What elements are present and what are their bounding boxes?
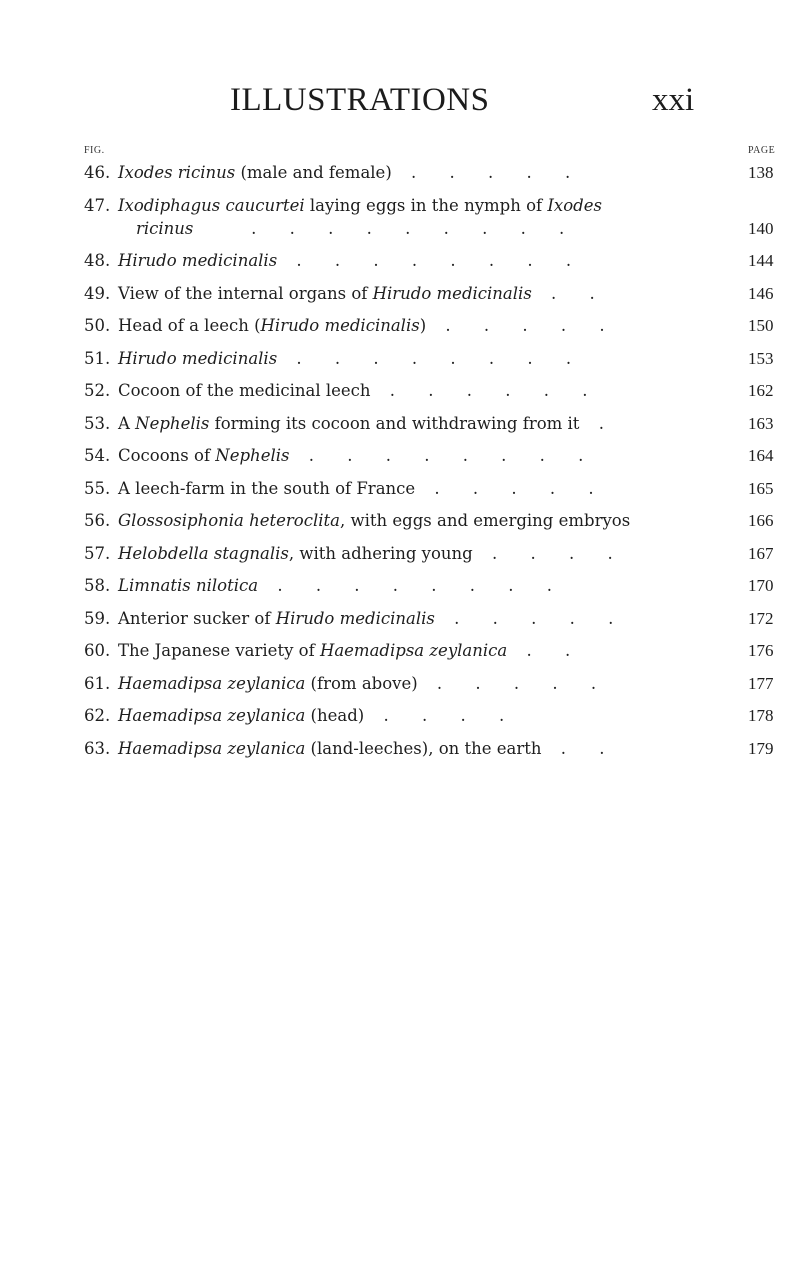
- entry-title-italic: Limnatis nilotica: [118, 576, 259, 595]
- entry-title-text: View of the internal organs of: [118, 283, 373, 303]
- page-ref: 176: [748, 641, 774, 660]
- list-item: [0, 607, 800, 630]
- list-item: [0, 282, 800, 305]
- entry-title-text: Cocoons of: [118, 446, 216, 465]
- entry-title: [118, 672, 678, 695]
- entry-title-italic: Helobdella stagnalis: [118, 543, 289, 563]
- entry-title-text: A: [118, 413, 136, 433]
- entry-title-italic: Glossosiphonia heteroclita: [118, 511, 340, 530]
- entry-title-italic: Ixodes: [547, 195, 602, 215]
- figure-number: 50.: [84, 316, 111, 335]
- entry-title-italic: Hirudo medicinalis: [118, 348, 278, 368]
- leader-dots: . . . . . .: [370, 381, 602, 400]
- entry-title-text: Anterior sucker of: [118, 608, 276, 628]
- page-title: ILLUSTRATIONS: [230, 82, 490, 118]
- list-item: [0, 412, 800, 435]
- leader-dots: . . . . . . . .: [289, 446, 598, 465]
- figure-number: 60.: [84, 641, 111, 660]
- figure-number: 58.: [84, 576, 111, 595]
- page-ref: 150: [748, 316, 774, 335]
- figure-number: 51.: [84, 348, 111, 368]
- page-number: xxi: [652, 82, 695, 118]
- figure-number: 56.: [84, 511, 111, 530]
- figure-number: 55.: [84, 478, 111, 498]
- entry-title-text: ): [419, 316, 427, 335]
- entry-title-text: (land-leeches), on the earth: [305, 738, 542, 758]
- leader-dots: . . . . .: [391, 163, 585, 182]
- list-item: [0, 444, 800, 467]
- list-item: [0, 672, 800, 695]
- leader-dots: . .: [507, 641, 585, 660]
- entry-title-italic: Hirudo medicinalis: [372, 283, 532, 303]
- leader-dots: . .: [531, 283, 609, 303]
- entry-title-italic: Hirudo medicinalis: [260, 316, 420, 335]
- leader-dots: . . . . . . . .: [277, 251, 586, 270]
- leader-dots: .: [579, 413, 618, 433]
- fig-column-label: FIG.: [84, 145, 105, 156]
- entry-title: [118, 737, 678, 760]
- figure-number: 54.: [84, 446, 111, 465]
- page-ref: 166: [748, 511, 774, 530]
- leader-dots: . . . . .: [426, 316, 619, 335]
- entry-title: [118, 639, 678, 662]
- entry-title: [118, 607, 678, 630]
- page-ref: 164: [748, 446, 774, 465]
- entry-title-text: A leech-farm in the south of France: [118, 478, 416, 498]
- page-ref: 167: [748, 543, 774, 563]
- page-ref: 170: [748, 576, 774, 595]
- entry-title-text: forming its cocoon and withdrawing from it: [209, 413, 580, 433]
- figure-number: 49.: [84, 283, 111, 303]
- entry-title: [118, 542, 678, 565]
- entry-title-text: (male and female): [235, 163, 392, 182]
- entry-title-italic: Hirudo medicinalis: [118, 251, 278, 270]
- entry-title: [118, 379, 678, 402]
- leader-dots: . . . . . . . .: [277, 348, 586, 368]
- page-ref: 177: [748, 673, 774, 693]
- list-item: [0, 249, 800, 272]
- entry-title: [118, 704, 678, 727]
- list-item: [0, 574, 800, 597]
- list-item: [0, 314, 800, 337]
- entry-title-italic: ricinus: [136, 218, 194, 238]
- figure-number: 53.: [84, 413, 111, 433]
- list-item: [0, 509, 800, 532]
- figure-number: 52.: [84, 381, 111, 400]
- page-ref: 138: [748, 163, 774, 182]
- page-ref: 140: [748, 218, 774, 238]
- entry-title: [118, 347, 678, 370]
- page-ref: 144: [748, 251, 774, 270]
- list-item: [0, 194, 800, 240]
- entry-title-italic: Haemadipsa zeylanica: [118, 706, 306, 725]
- leader-dots: . . . . .: [415, 478, 608, 498]
- leader-dots: . . . . . . . .: [258, 576, 566, 595]
- entry-title-italic: Haemadipsa zeylanica: [319, 641, 508, 660]
- figure-number: 48.: [84, 251, 111, 270]
- illustrations-list: [0, 161, 800, 769]
- figure-number: 46.: [84, 163, 111, 182]
- leader-dots: . . . . . . . . .: [193, 218, 579, 238]
- entry-title-italic: Hirudo medicinalis: [275, 608, 435, 628]
- figure-number: 62.: [84, 706, 111, 725]
- entry-title-text: , with eggs and emerging embryos: [340, 511, 631, 530]
- page-header: [0, 82, 800, 126]
- entry-title: [118, 444, 678, 467]
- entry-title-italic: Nephelis: [215, 446, 290, 465]
- list-item: [0, 542, 800, 565]
- page-column-label: PAGE: [748, 145, 776, 156]
- list-item: [0, 347, 800, 370]
- leader-dots: . .: [541, 738, 619, 758]
- entry-title: [118, 477, 678, 500]
- entry-title-text: The Japanese variety of: [118, 641, 320, 660]
- figure-number: 61.: [84, 673, 111, 693]
- entry-title-italic: Ixodes ricinus: [118, 163, 236, 182]
- page-ref: 163: [748, 413, 774, 433]
- entry-title: [118, 314, 678, 337]
- page-ref: 146: [748, 283, 774, 303]
- entry-title-continuation: [118, 217, 678, 240]
- list-item: [0, 639, 800, 662]
- page-ref: 179: [748, 738, 774, 758]
- entry-title-italic: Nephelis: [135, 413, 210, 433]
- page-ref: 165: [748, 478, 774, 498]
- entry-title-text: , with adhering young: [288, 543, 473, 563]
- leader-dots: . . . .: [472, 543, 627, 563]
- entry-title-italic: Ixodiphagus caucurtei: [118, 195, 305, 215]
- entry-title-text: (from above): [305, 673, 418, 693]
- entry-title: [118, 574, 678, 597]
- leader-dots: . . . .: [364, 706, 519, 725]
- entry-title-italic: Haemadipsa zeylanica: [118, 738, 306, 758]
- figure-number: 59.: [84, 608, 111, 628]
- entry-title: [118, 509, 678, 532]
- list-item: [0, 704, 800, 727]
- figure-number: 47.: [84, 195, 111, 215]
- entry-title: [118, 161, 678, 184]
- figure-number: 63.: [84, 738, 111, 758]
- leader-dots: . . . . .: [434, 608, 628, 628]
- entry-title-text: (head): [305, 706, 365, 725]
- list-item: [0, 477, 800, 500]
- page-ref: 178: [748, 706, 774, 725]
- entry-title: [118, 412, 678, 435]
- page-ref: 153: [748, 348, 774, 368]
- entry-title-text: laying eggs in the nymph of: [304, 195, 548, 215]
- entry-title: [118, 249, 678, 272]
- entry-title-italic: Haemadipsa zeylanica: [118, 673, 306, 693]
- page-ref: 172: [748, 608, 774, 628]
- page-ref: 162: [748, 381, 774, 400]
- list-item: [0, 161, 800, 184]
- entry-title: [118, 282, 678, 305]
- list-item: [0, 737, 800, 760]
- list-item: [0, 379, 800, 402]
- entry-title-text: Head of a leech (: [118, 316, 261, 335]
- entry-title: [118, 194, 678, 240]
- entry-title-text: Cocoon of the medicinal leech: [118, 381, 371, 400]
- figure-number: 57.: [84, 543, 111, 563]
- leader-dots: . . . . .: [417, 673, 611, 693]
